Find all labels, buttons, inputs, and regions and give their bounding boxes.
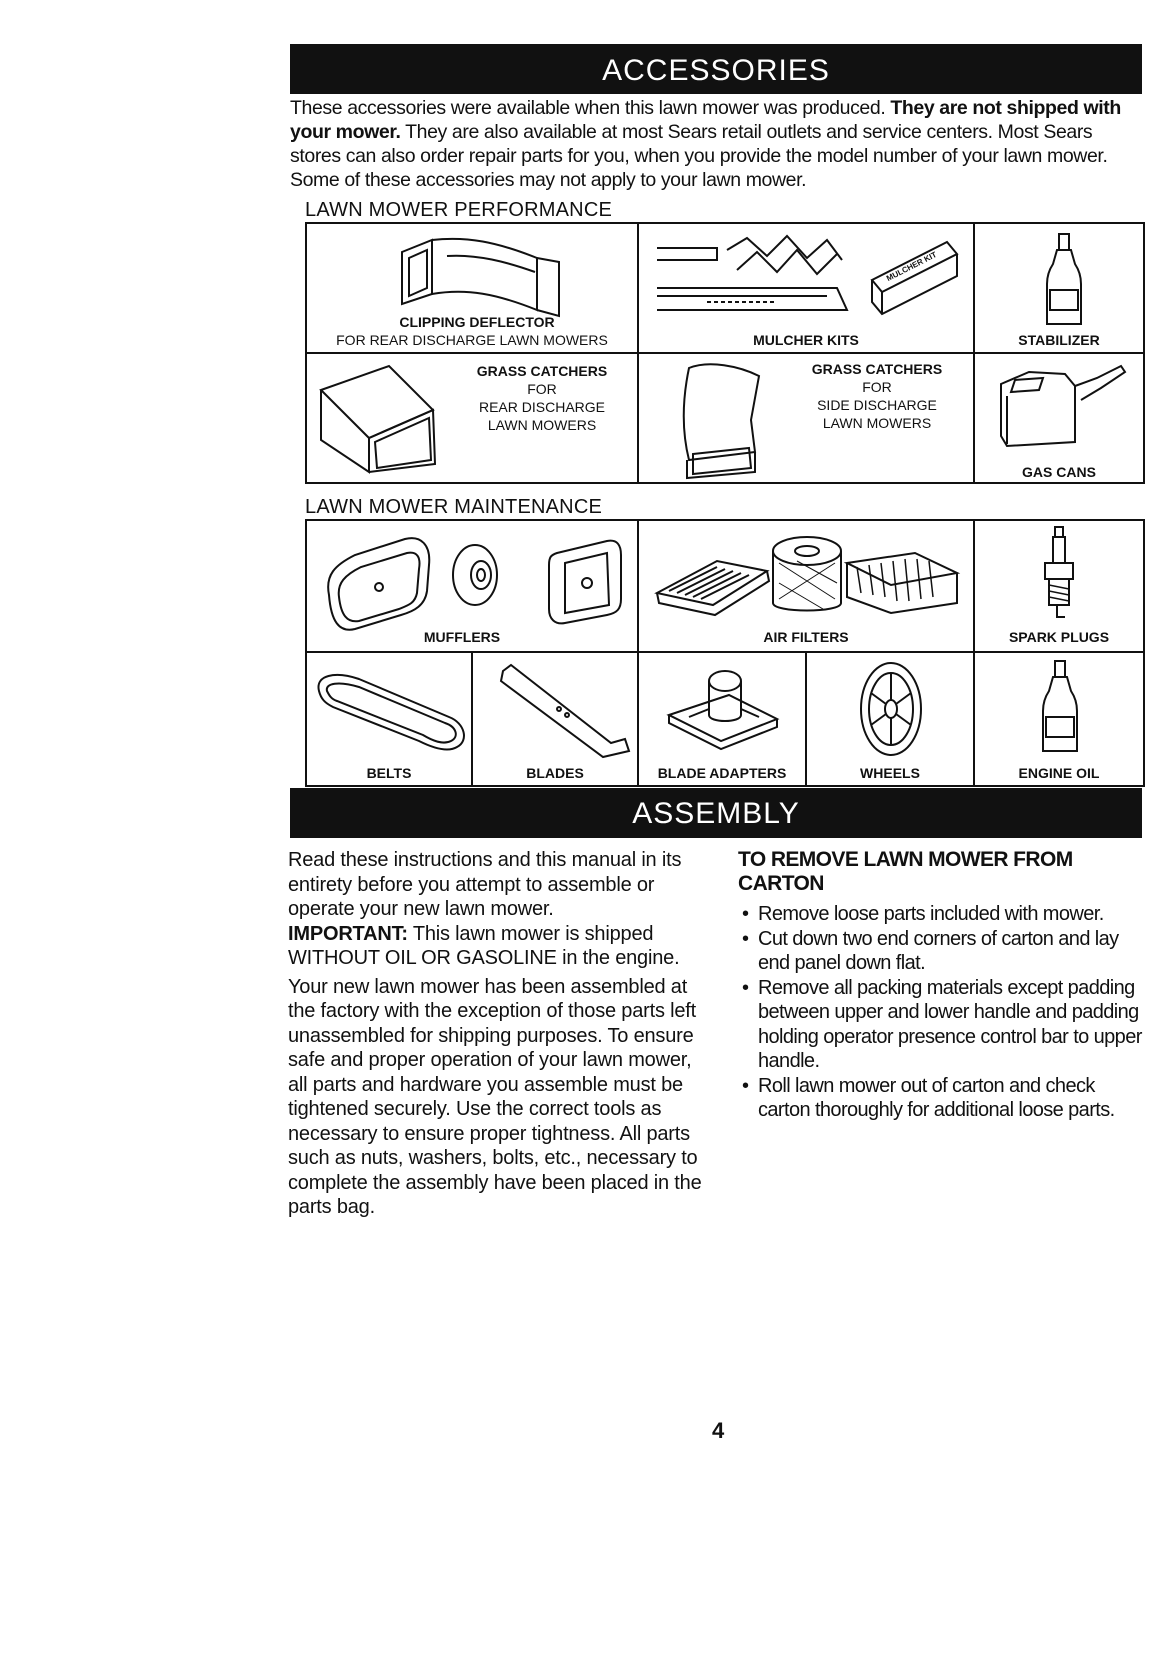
stabilizer-caption: STABILIZER (1018, 332, 1100, 348)
clipping-deflector-title: CLIPPING DEFLECTOR (399, 314, 555, 330)
accessories-banner: ACCESSORIES (290, 44, 1142, 94)
grass-side-for: FOR (862, 379, 892, 395)
mufflers-icon (315, 525, 635, 635)
mufflers-caption: MUFFLERS (423, 629, 501, 645)
assembly-details-paragraph: Your new lawn mower has been assembled at the factory with the exception of those parts left unassembled for shipping purposes. To ensure safe and proper operation of your lawn mower, all parts and hardware you assemble must be tightened securely. Use the correct tools as necessary to ensure proper tightness. All parts such as nuts, washers, bolts, etc., necessary to complete the assembly have been placed in the parts bag. (288, 975, 702, 1218)
grass-side-line1: SIDE DISCHARGE (817, 397, 937, 413)
spark-plugs-caption: SPARK PLUGS (1008, 629, 1110, 645)
mufflers-cell (307, 521, 639, 651)
grass-catcher-rear-caption (457, 362, 627, 434)
gas-can-icon (989, 356, 1129, 456)
maintenance-grid (305, 519, 1145, 787)
clipping-deflector-cell (307, 224, 639, 352)
belts-caption: BELTS (366, 765, 412, 781)
grass-rear-title: GRASS CATCHERS (476, 363, 608, 379)
mulcher-kits-caption: MULCHER KITS (753, 332, 859, 348)
air-filters-cell (639, 521, 975, 651)
grass-catcher-rear-cell (307, 352, 639, 482)
grass-rear-for: FOR (527, 381, 557, 397)
engine-oil-caption: ENGINE OIL (1018, 765, 1100, 781)
remove-steps-list (738, 902, 1148, 1123)
air-filters-icon (647, 523, 967, 633)
mulcher-kit-icon (647, 230, 967, 330)
spark-plugs-cell (975, 521, 1143, 651)
blade-adapters-caption: BLADE ADAPTERS (657, 765, 787, 781)
gas-cans-caption: GAS CANS (1022, 464, 1096, 480)
mulcher-box-label: MULCHER KIT (884, 249, 939, 284)
grass-rear-line1: REAR DISCHARGE (478, 399, 606, 415)
maintenance-heading: LAWN MOWER MAINTENANCE (305, 496, 635, 521)
grass-catcher-side-cell (639, 352, 975, 482)
wheels-cell (807, 651, 975, 785)
grass-catcher-side-icon (659, 356, 779, 480)
assembly-right-column (738, 848, 1148, 1123)
grass-side-line2: LAWN MOWERS (822, 415, 932, 431)
grass-rear-line2: LAWN MOWERS (487, 417, 597, 433)
air-filters-caption: AIR FILTERS (763, 629, 849, 645)
wheels-caption: WHEELS (860, 765, 920, 781)
gas-cans-cell (975, 352, 1143, 482)
list-item: • Remove loose parts included with mower. (738, 902, 1148, 927)
blade-adapter-icon (649, 659, 799, 759)
important-label: IMPORTANT: (288, 922, 408, 945)
list-item: • Remove all packing materials except padding between upper and lower handle and padding holding operator presence control bar to upper handle. (738, 976, 1148, 1074)
blades-caption: BLADES (526, 765, 584, 781)
remove-from-carton-title: TO REMOVE LAWN MOWER FROM CARTON (738, 848, 1073, 895)
grass-side-title: GRASS CATCHERS (811, 361, 943, 377)
stabilizer-bottle-icon (1035, 230, 1095, 330)
belt-icon (309, 661, 469, 761)
wheel-icon (841, 657, 941, 757)
important-text: This lawn mower is shipped WITHOUT OIL OR GASOLINE in the engine. (288, 922, 680, 969)
engine-oil-cell (975, 651, 1143, 785)
important-notice (288, 922, 710, 971)
mulcher-kits-cell (639, 224, 975, 352)
intro-text-1: These accessories were available when this lawn mower was produced. (290, 97, 891, 119)
intro-bold: They are not shipped with your mower. (290, 97, 1121, 143)
accessories-intro (290, 96, 1142, 192)
spark-plug-icon (1029, 525, 1089, 625)
clipping-deflector-subtitle: FOR REAR DISCHARGE LAWN MOWERS (336, 332, 608, 348)
page-number: 4 (712, 1418, 725, 1443)
assembly-left-column (288, 848, 710, 1220)
grass-catcher-side-caption (789, 360, 965, 432)
list-item: • Roll lawn mower out of carton and check carton thoroughly for additional loose parts. (738, 1074, 1148, 1123)
clipping-deflector-icon (387, 232, 587, 322)
blade-adapters-cell (639, 651, 807, 785)
stabilizer-cell (975, 224, 1143, 352)
assembly-intro-paragraph: Read these instructions and this manual in its entirety before you attempt to assemble or operate your new lawn mower. (288, 849, 682, 920)
grass-catcher-rear-icon (315, 360, 465, 480)
blade-icon (475, 659, 635, 769)
intro-text-2: They are also available at most Sears retail outlets and service centers. Most Sears stores can also order repair parts for you, when you provide the model number of your lawn mower. Some of these accessories may not apply to your lawn mower. (290, 121, 1108, 191)
assembly-banner: ASSEMBLY (290, 788, 1142, 838)
performance-heading: LAWN MOWER PERFORMANCE (305, 199, 645, 224)
engine-oil-bottle-icon (1031, 657, 1091, 757)
list-item: • Cut down two end corners of carton and lay end panel down flat. (738, 927, 1148, 976)
performance-grid (305, 222, 1145, 484)
blades-cell (473, 651, 639, 785)
belts-cell (307, 651, 473, 785)
